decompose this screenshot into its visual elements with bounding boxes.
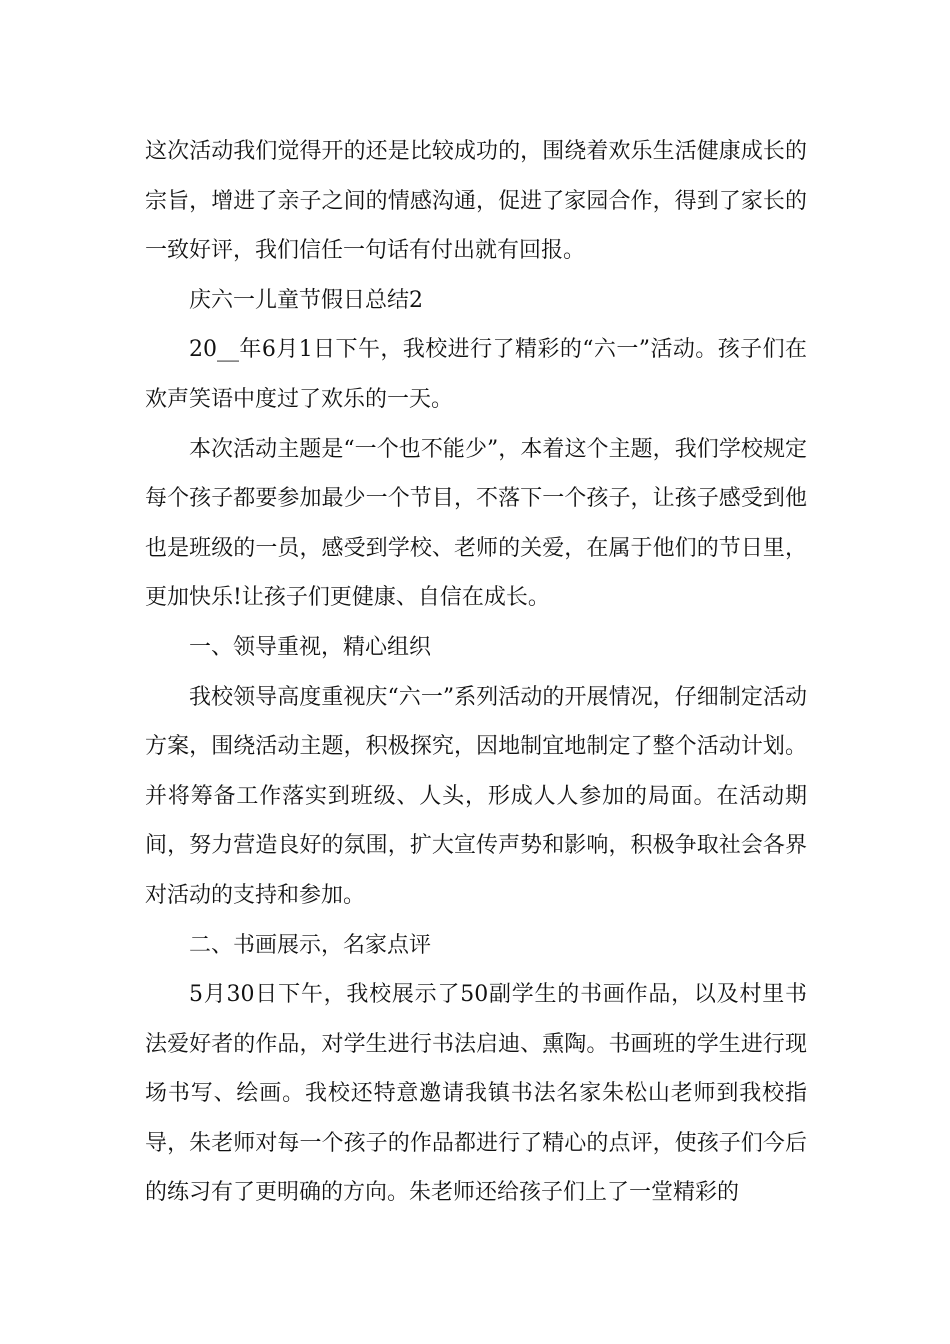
section-title: 庆六一儿童节假日总结2	[189, 287, 423, 313]
subheading-leadership: 一、领导重视，精心组织	[189, 634, 432, 660]
subheading-calligraphy: 二、书画展示，名家点评	[189, 932, 432, 958]
paragraph-leadership: 我校领导高度重视庆“六一”系列活动的开展情况，仔细制定活动方案，围绕活动主题，积极探究，因地制宜地制定了整个活动计划。并将筹备工作落实到班级、人头，形成人人参加的局面。在活动期间，努力营造良好的氛围，扩大宣传声势和影响，积极争取社会各界对活动的支持和参加。	[145, 684, 807, 908]
paragraph-intro-conclusion: 这次活动我们觉得开的还是比较成功的，围绕着欢乐生活健康成长的宗旨，增进了亲子之间的情感沟通，促进了家园合作，得到了家长的一致好评，我们信任一句话有付出就有回报。	[145, 139, 807, 264]
paragraph-calligraphy: 5月30日下午，我校展示了50副学生的书画作品，以及村里书法爱好者的作品，对学生进行书法启迪、熏陶。书画班的学生进行现场书写、绘画。我校还特意邀请我镇书法名家朱松山老师到我校指导，朱老师对每一个孩子的作品都进行了精心的点评，使孩子们今后的练习有了更明确的方向。朱老师还给孩子们上了一堂精彩的	[145, 982, 807, 1206]
paragraph-theme: 本次活动主题是“一个也不能少”，本着这个主题，我们学校规定每个孩子都要参加最少一个节目，不落下一个孩子，让孩子感受到他也是班级的一员，感受到学校、老师的关爱，在属于他们的节日里，更加快乐!让孩子们更健康、自信在成长。	[145, 436, 807, 611]
document-page	[145, 127, 807, 1218]
paragraph-event-date: 20__年6月1日下午，我校进行了精彩的“六一”活动。孩子们在欢声笑语中度过了欢乐的一天。	[145, 337, 807, 412]
